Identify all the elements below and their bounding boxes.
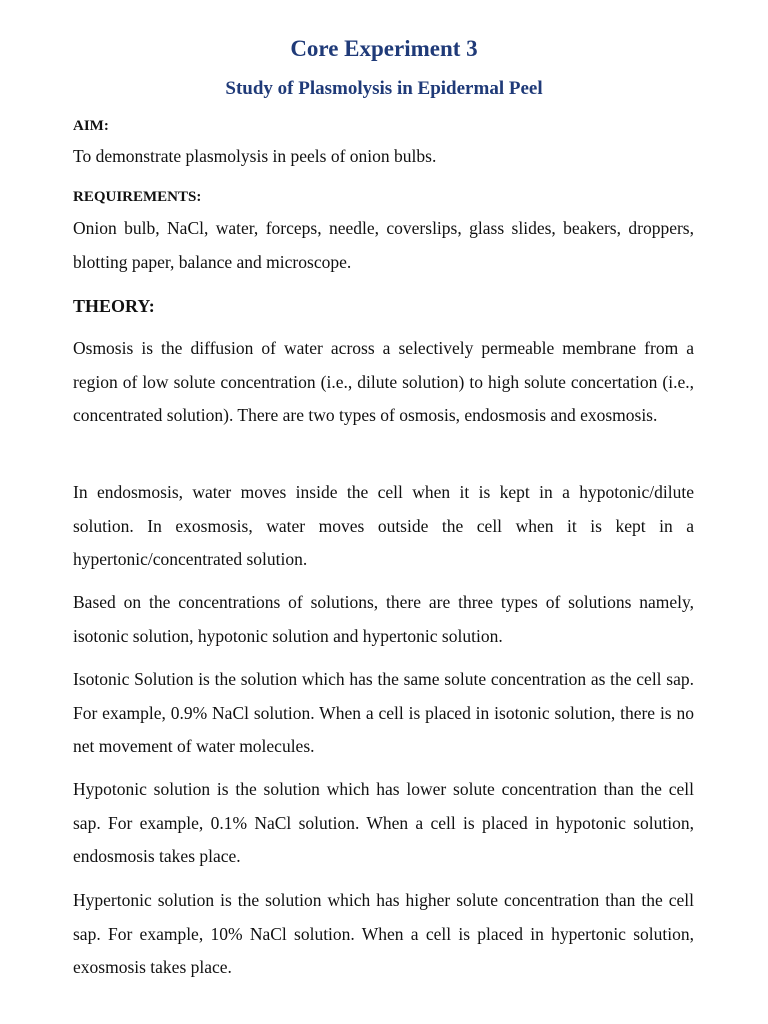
theory-paragraph-endosmosis: In endosmosis, water moves inside the cell when it is kept in a hypotonic/dilute solution. In exosmosis, water moves outside the cell when it is kept in a hypertonic/concentrated solution. <box>73 482 694 569</box>
theory-paragraph-isotonic: Isotonic Solution is the solution which has the same solute concentration as the cell sap. For example, 0.9% NaCl solution. When a cell is placed in isotonic solution, there is no net movement of water molecules. <box>73 669 694 756</box>
aim-label: AIM: <box>73 118 109 134</box>
theory-paragraph-solution-types: Based on the concentrations of solutions, there are three types of solutions namely, isotonic solution, hypotonic solution and hypertonic solution. <box>73 592 694 646</box>
theory-paragraph-hypertonic: Hypertonic solution is the solution which has higher solute concentration than the cell sap. For example, 10% NaCl solution. When a cell is placed in hypertonic solution, exosmosis takes place. <box>73 890 694 977</box>
page-title: Core Experiment 3 <box>290 36 478 61</box>
theory-label: THEORY: <box>73 296 155 316</box>
requirements-label: REQUIREMENTS: <box>73 189 202 205</box>
aim-text: To demonstrate plasmolysis in peels of onion bulbs. <box>73 146 437 166</box>
requirements-text: Onion bulb, NaCl, water, forceps, needle, coverslips, glass slides, beakers, droppers, blotting paper, balance and microscope. <box>73 218 694 272</box>
theory-paragraph-hypotonic: Hypotonic solution is the solution which has lower solute concentration than the cell sap. For example, 0.1% NaCl solution. When a cell is placed in hypotonic solution, endosmosis takes place. <box>73 779 694 866</box>
page-subtitle: Study of Plasmolysis in Epidermal Peel <box>225 78 543 99</box>
theory-paragraph-osmosis: Osmosis is the diffusion of water across a selectively permeable membrane from a region of low solute concentration (i.e., dilute solution) to high solute concertation (i.e., concentrated solution). There are two types of osmosis, endosmosis and exosmosis. <box>73 338 694 425</box>
